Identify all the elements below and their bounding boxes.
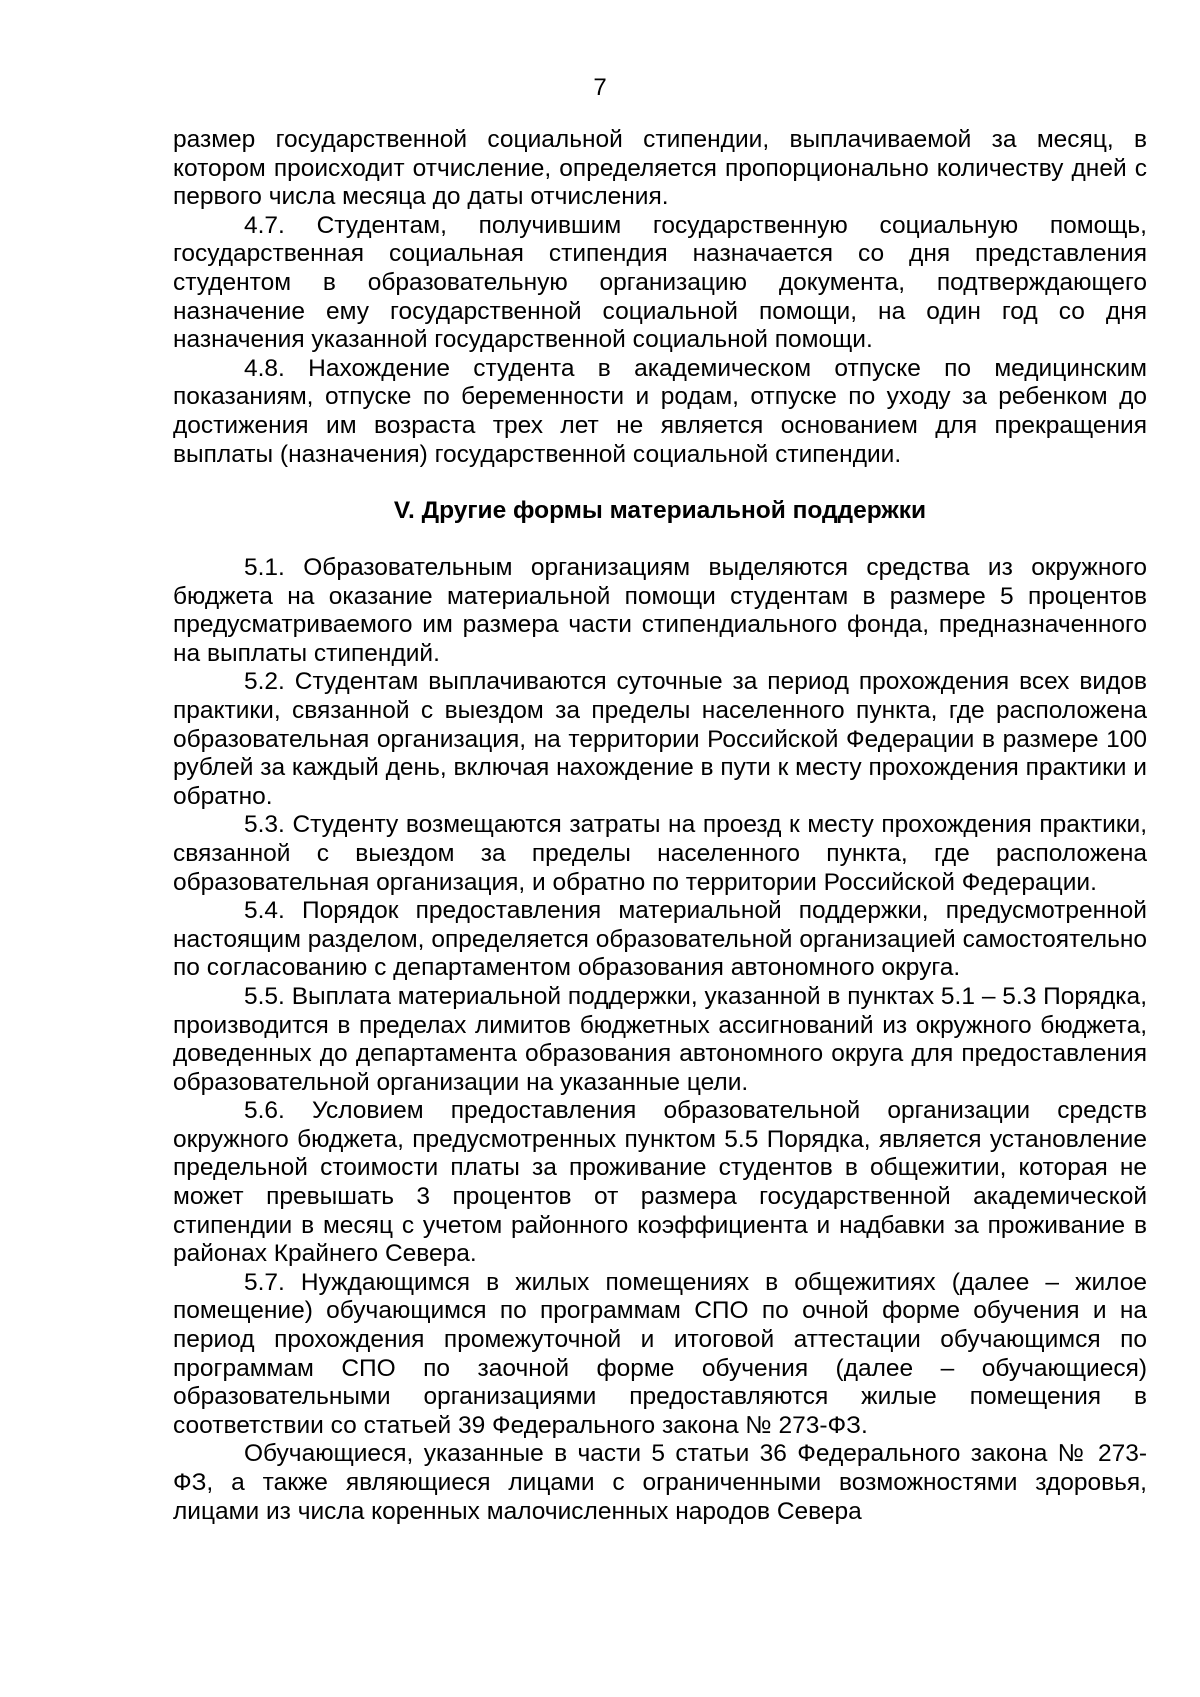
paragraph-5-3: 5.3. Студенту возмещаются затраты на проезд к месту прохождения практики, связанной с выездом за пределы населенного пункта, где расположена образовательная организация, и обратно по территории Российской Федерации. bbox=[173, 811, 1147, 896]
paragraph-4-7: 4.7. Студентам, получившим государственную социальную помощь, государственная социальная стипендия назначается со дня представления студентом в образовательную организацию документа, подтверждающего назначение ему государственной социальной помощи, на один год со дня назначения указанной государственной социальной помощи. bbox=[173, 211, 1147, 354]
page-number: 7 bbox=[593, 74, 607, 101]
paragraph-5-2: 5.2. Студентам выплачиваются суточные за период прохождения всех видов практики, связанной с выездом за пределы населенного пункта, где расположена образовательная организация, на территории Российской Федерации в размере 100 рублей за каждый день, включая нахождение в пути к месту прохождения практики и обратно. bbox=[173, 668, 1147, 810]
paragraph-5-6: 5.6. Условием предоставления образовательной организации средств окружного бюджета, предусмотренных пунктом 5.5 Порядка, является установление предельной стоимости платы за проживание студентов в общежитии, которая не может превышать 3 процентов от размера государственной академической стипендии в месяц с учетом районного коэффициента и надбавки за проживание в районах Крайнего Севера. bbox=[173, 1097, 1147, 1268]
paragraph-5-4: 5.4. Порядок предоставления материальной поддержки, предусмотренной настоящим разделом, определяется образовательной организацией самостоятельно по согласованию с департаментом образования автономного округа. bbox=[173, 897, 1147, 982]
paragraph-5-5: 5.5. Выплата материальной поддержки, указанной в пунктах 5.1 – 5.3 Порядка, производится в пределах лимитов бюджетных ассигнований из окружного бюджета, доведенных до департамента образования автономного округа для предоставления образовательной организации на указанные цели. bbox=[173, 982, 1147, 1096]
paragraph-continuation: размер государственной социальной стипендии, выплачиваемой за месяц, в котором происходит отчисление, определяется пропорционально количеству дней с первого числа месяца до даты отчисления. bbox=[173, 126, 1147, 211]
intro-text-block bbox=[173, 126, 1147, 469]
paragraph-5-7: 5.7. Нуждающимся в жилых помещениях в общежитиях (далее – жилое помещение) обучающимся по программам СПО по очной форме обучения и на период прохождения промежуточной и итоговой аттестации обучающимся по программам СПО по заочной форме обучения (далее – обучающиеся) образовательными организациями предоставляются жилые помещения в соответствии со статьей 39 Федерального закона № 273-ФЗ. bbox=[173, 1268, 1147, 1439]
paragraph-4-8: 4.8. Нахождение студента в академическом отпуске по медицинским показаниям, отпуске по беременности и родам, отпуске по уходу за ребенком до достижения им возраста трех лет не является основанием для прекращения выплаты (назначения) государственной социальной стипендии. bbox=[173, 354, 1147, 468]
paragraph-5-1: 5.1. Образовательным организациям выделяются средства из окружного бюджета на оказание материальной помощи студентам в размере 5 процентов предусматриваемого им размера части стипендиального фонда, предназначенного на выплаты стипендий. bbox=[173, 554, 1147, 667]
section-text-block bbox=[173, 554, 1147, 1526]
paragraph-students: Обучающиеся, указанные в части 5 статьи 36 Федерального закона № 273-ФЗ, а также являющиеся лицами с ограниченными возможностями здоровья, лицами из числа коренных малочисленных народов Севера bbox=[173, 1440, 1147, 1525]
section-heading: V. Другие формы материальной поддержки bbox=[393, 497, 927, 524]
